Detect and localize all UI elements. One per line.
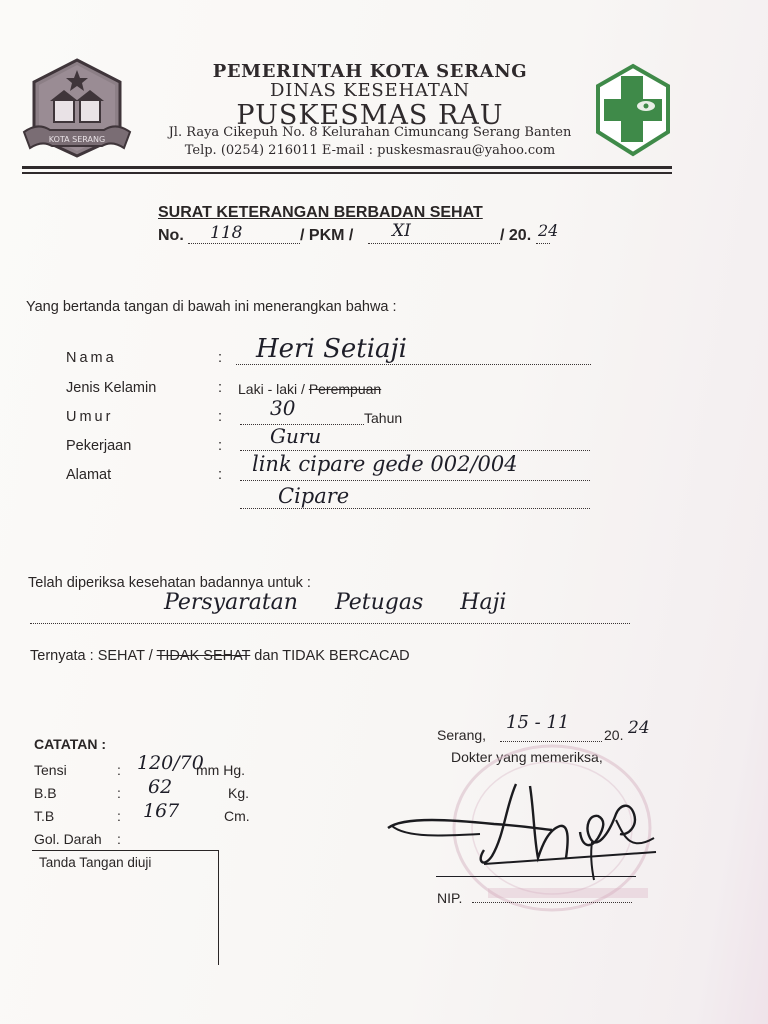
institution-name: PUSKESMAS RAU	[236, 100, 504, 131]
letter-number-value: 118	[210, 223, 243, 243]
line-age	[240, 408, 364, 425]
label-name: Nama	[66, 350, 117, 366]
logo-banner-text: KOTA SERANG	[48, 135, 106, 144]
label-address: Alamat	[66, 467, 112, 483]
value-address-line1: link cipare gede 002/004	[252, 452, 518, 476]
unit-weight: Kg.	[228, 785, 250, 801]
colon-occupation: :	[218, 438, 223, 454]
header-divider-thin	[22, 172, 672, 174]
notes-heading: CATATAN :	[34, 736, 107, 752]
label-occupation: Pekerjaan	[66, 438, 132, 454]
value-weight: 62	[148, 776, 173, 798]
result-line	[30, 648, 410, 664]
result-healthy: SEHAT	[97, 648, 145, 664]
city-logo	[20, 56, 134, 160]
result-label: Ternyata :	[30, 648, 98, 664]
pkm-label: / PKM /	[300, 227, 354, 244]
year-prefix: / 20.	[500, 227, 532, 244]
value-gender	[238, 381, 381, 397]
document-title: SURAT KETERANGAN BERBADAN SEHAT	[158, 204, 483, 221]
doctor-signature	[384, 776, 664, 886]
label-blood-type: Gol. Darah	[34, 831, 102, 847]
purpose-label: Telah diperiksa kesehatan badannya untuk :	[28, 575, 311, 591]
colon-address: :	[218, 467, 223, 483]
colon-blood-type: :	[117, 831, 121, 847]
label-age: Umur	[66, 409, 114, 425]
examining-doctor-label: Dokter yang memeriksa,	[451, 749, 603, 765]
colon-gender: :	[218, 380, 223, 396]
header-address: Jl. Raya Cikepuh No. 8 Kelurahan Cimuncang Serang Banten	[168, 125, 572, 140]
label-gender: Jenis Kelamin	[66, 380, 157, 396]
gender-female-struck: Perempuan	[308, 381, 382, 397]
header-divider-thick	[22, 166, 672, 169]
header-contact: Telp. (0254) 216011 E-mail : puskesmasrau@yahoo.com	[184, 143, 556, 158]
colon-height: :	[117, 808, 121, 824]
value-address-line2: Cipare	[278, 484, 350, 508]
intro-text: Yang bertanda tangan di bawah ini menerangkan bahwa :	[26, 299, 397, 315]
nip-label: NIP.	[437, 890, 463, 906]
number-label: No.	[158, 227, 184, 244]
agency-name: DINAS KESEHATAN	[270, 80, 470, 101]
year-label: 20.	[604, 727, 624, 743]
government-name: PEMERINTAH KOTA SERANG	[212, 61, 528, 82]
colon-blood-pressure: :	[117, 762, 121, 778]
colon-age: :	[218, 409, 223, 425]
date-value: 15 - 11	[506, 712, 570, 733]
result-unhealthy-struck: TIDAK SEHAT	[156, 648, 251, 664]
label-height: T.B	[34, 808, 55, 824]
year-value: 24	[538, 221, 559, 240]
result-disability: TIDAK BERCACAD	[282, 648, 410, 664]
result-separator: /	[144, 648, 157, 664]
document-number	[158, 221, 618, 249]
label-weight: B.B	[34, 785, 57, 801]
value-name: Heri Setiaji	[256, 334, 407, 364]
colon-weight: :	[117, 785, 121, 801]
purpose-value: Persyaratan Petugas Haji	[164, 590, 507, 615]
result-conjunction: dan	[250, 648, 283, 664]
place-label: Serang,	[437, 727, 487, 743]
number-dots-2	[368, 229, 500, 244]
number-dots-1	[188, 229, 300, 244]
gender-separator: /	[297, 381, 309, 397]
unit-height: Cm.	[224, 808, 250, 824]
value-blood-pressure: 120/70	[137, 752, 204, 774]
month-value: XI	[392, 221, 411, 241]
signature-box-examinee	[32, 850, 219, 965]
signature-line	[436, 876, 636, 877]
value-age: 30	[270, 396, 296, 420]
gender-male: Laki - laki	[238, 381, 298, 397]
unit-blood-pressure: mm Hg.	[196, 762, 245, 778]
year-handwritten: 24	[628, 718, 650, 738]
label-blood-pressure: Tensi	[34, 762, 67, 778]
value-height: 167	[143, 800, 180, 822]
colon-name: :	[218, 350, 223, 366]
age-unit: Tahun	[364, 410, 403, 426]
value-occupation: Guru	[270, 424, 322, 448]
line-nip	[472, 890, 632, 903]
examinee-signature-label: Tanda Tangan diuji	[39, 855, 152, 870]
